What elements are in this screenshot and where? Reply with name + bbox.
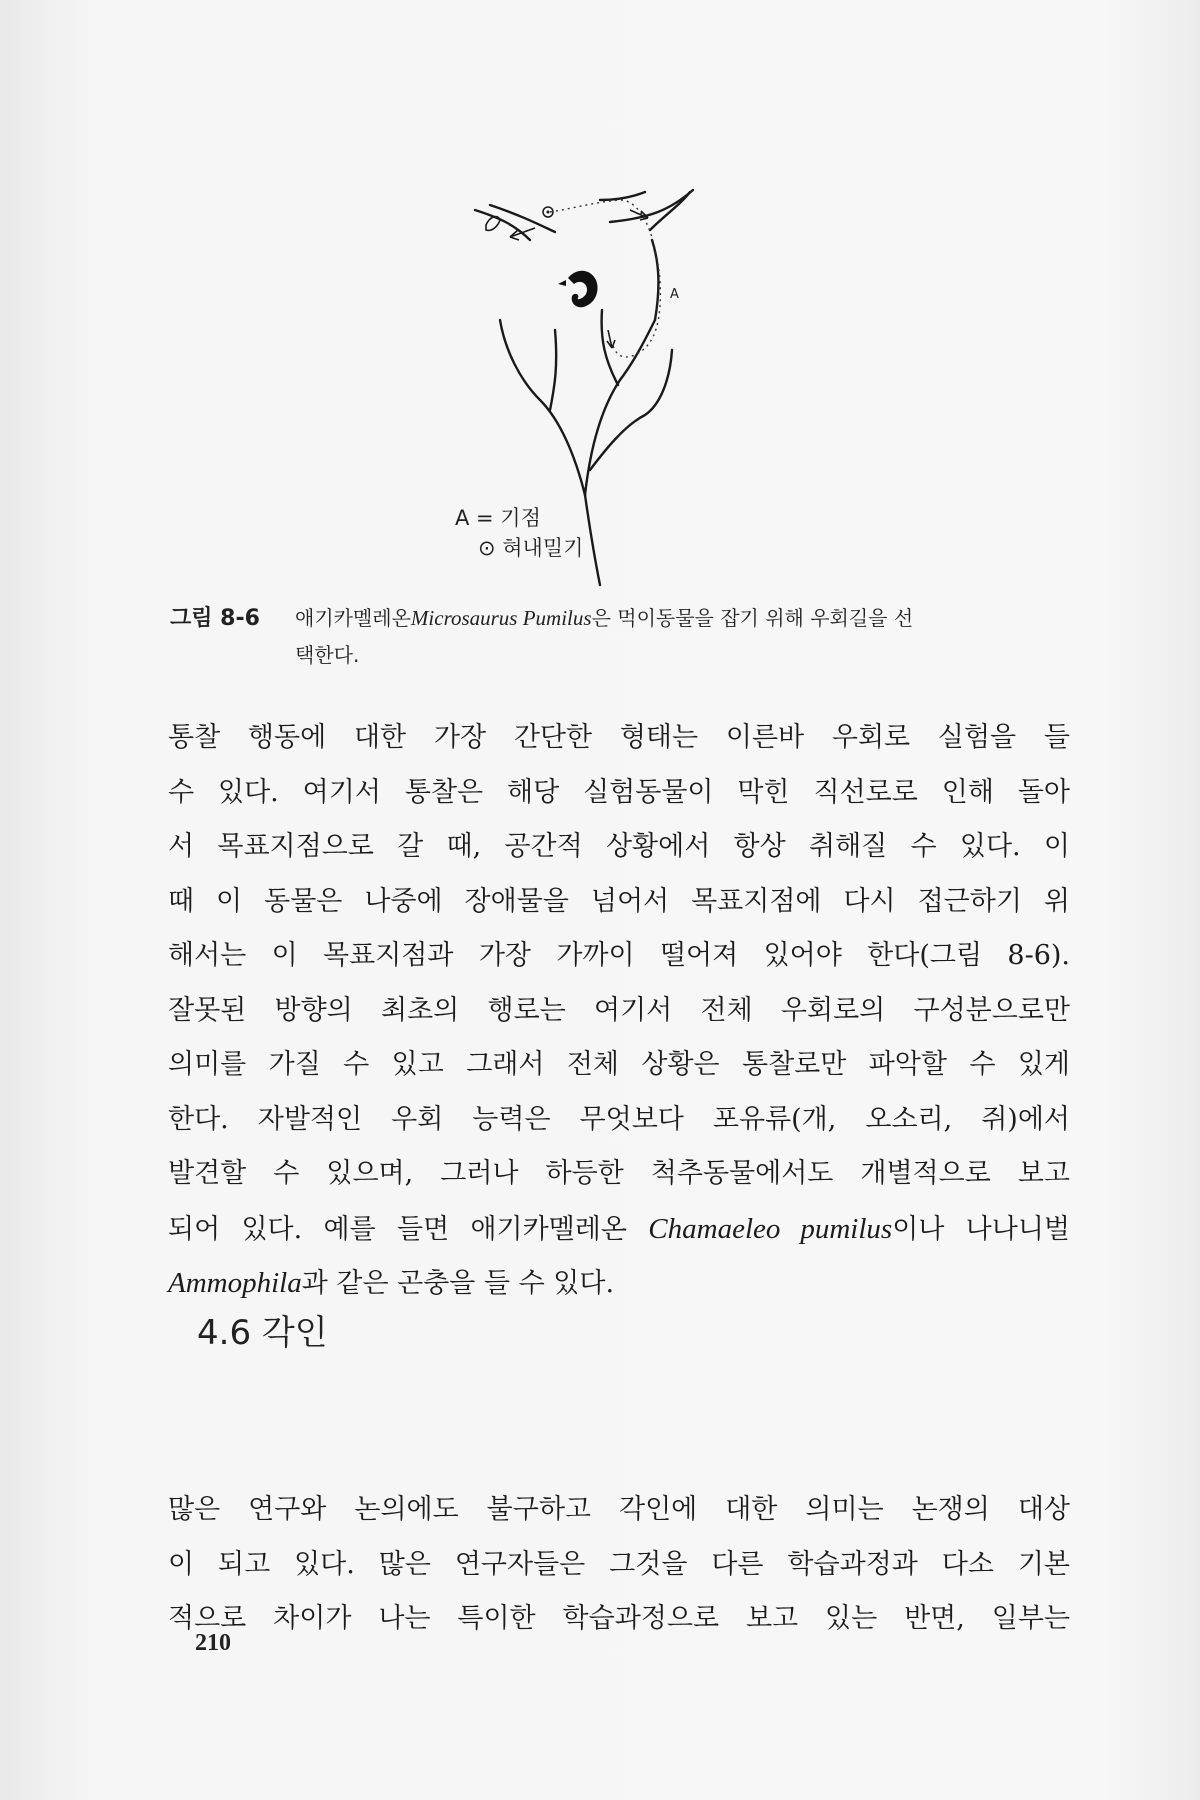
chameleon bbox=[558, 271, 598, 308]
branch-upper-right bbox=[610, 190, 693, 222]
legend-tongue: ⊙ 혀내밀기 bbox=[478, 536, 584, 560]
caption-line-2: 택한다. bbox=[295, 643, 360, 667]
branch-center bbox=[585, 320, 655, 495]
branch-left-inner bbox=[550, 330, 556, 410]
line-text: 이나 나나니벌 bbox=[892, 1213, 1070, 1245]
line-text: 되어 있다. 예를 들면 애기카멜레온 bbox=[168, 1213, 649, 1245]
paragraph-line: 통찰 행동에 대한 가장 간단한 형태는 이른바 우회로 실험을 들 bbox=[168, 722, 1070, 753]
paragraph-line: 서 목표지점으로 갈 때, 공간적 상황에서 항상 취해질 수 있다. 이 bbox=[168, 831, 1070, 862]
paragraph-line: 수 있다. 여기서 통찰은 해당 실험동물이 막힌 직선로로 인해 돌아 bbox=[168, 776, 1070, 808]
branch-right bbox=[590, 350, 672, 470]
paragraph-line: 잘못된 방향의 최초의 행로는 여기서 전체 우회로의 구성분으로만 bbox=[168, 994, 1070, 1026]
paragraph-line: 때 이 동물은 나중에 장애물을 넘어서 목표지점에 다시 접근하기 위 bbox=[168, 885, 1070, 917]
paragraph-line: 의미를 가질 수 있고 그래서 전체 상황은 통찰로만 파악할 수 있게 bbox=[168, 1049, 1070, 1080]
legend-start-point: A = 기점 bbox=[455, 506, 541, 530]
paragraph-line bbox=[168, 1256, 1070, 1311]
branch-upper-left-top bbox=[475, 210, 530, 240]
caption-species: Microsaurus Pumilus bbox=[410, 606, 592, 630]
species-chamaeleo: Chamaeleo pumilus bbox=[648, 1212, 893, 1245]
point-a-label: A bbox=[670, 287, 679, 302]
branch-center-stub bbox=[602, 310, 618, 385]
caption-text-after: 은 먹이동물을 잡기 위해 우회길을 선 bbox=[591, 606, 914, 630]
paragraph-imprinting bbox=[168, 1483, 1070, 1647]
caption-number: 그림 8-6 bbox=[170, 606, 260, 631]
figure-caption bbox=[170, 600, 1070, 673]
branch-left-long bbox=[500, 320, 585, 495]
species-ammophila: Ammophila bbox=[168, 1267, 302, 1299]
caption-text-before: 애기카멜레온 bbox=[295, 606, 411, 630]
paragraph-line bbox=[168, 1202, 1070, 1257]
paragraph-line: 한다. 자발적인 우회 능력은 무엇보다 포유류(개, 오소리, 쥐)에서 bbox=[168, 1103, 1070, 1135]
line-text: 과 같은 곤충을 들 수 있다. bbox=[301, 1268, 615, 1299]
paragraph-line: 적으로 차이가 나는 특이한 학습과정으로 보고 있는 반면, 일부는 bbox=[168, 1603, 1070, 1634]
paragraph-line: 해서는 이 목표지점과 가장 가까이 떨어져 있어야 한다(그림 8-6). bbox=[168, 940, 1070, 971]
paragraph-insight bbox=[168, 711, 1070, 1311]
section-heading: 4.6 각인 bbox=[197, 1313, 328, 1353]
page-number: 210 bbox=[195, 1630, 231, 1656]
paragraph-line: 많은 연구와 논의에도 불구하고 각인에 대한 의미는 논쟁의 대상 bbox=[168, 1494, 1070, 1525]
paragraph-line: 발견할 수 있으며, 그러나 하등한 척추동물에서도 개별적으로 보고 bbox=[168, 1158, 1070, 1189]
detour-path bbox=[550, 200, 660, 357]
trunk-lower bbox=[585, 495, 600, 585]
paragraph-line: 이 되고 있다. 많은 연구자들은 그것을 다른 학습과정과 다소 기본 bbox=[168, 1548, 1070, 1580]
